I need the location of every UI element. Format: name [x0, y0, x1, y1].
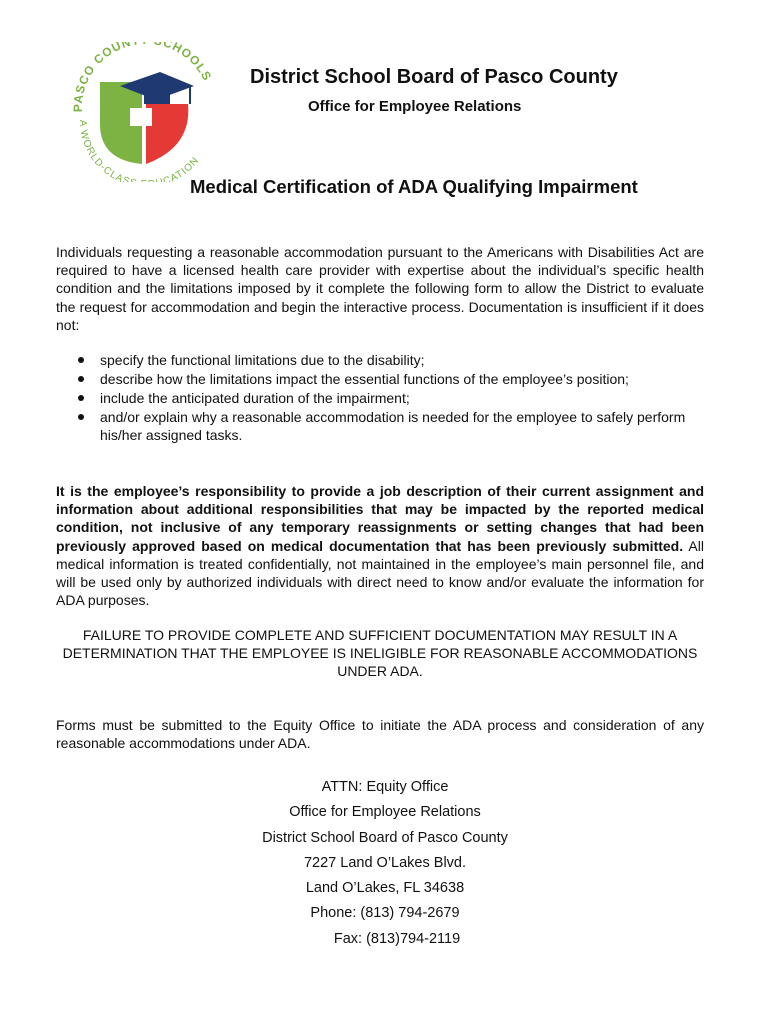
- responsibility-normal-text: All medical information is treated confidentially, not maintained in the employee’s main personnel file, and will be used only by authorized individuals with direct need to know and/or evaluate the information for ADA purposes.: [56, 537, 704, 609]
- address-attn: ATTN: Equity Office: [321, 779, 449, 795]
- list-item: specify the functional limitations due to the disability;: [56, 351, 696, 369]
- pasco-schools-logo: [60, 42, 230, 182]
- address-fax: Fax: (813)794-2119: [333, 930, 461, 947]
- address-city: Land O’Lakes, FL 34638: [305, 880, 465, 897]
- list-item: and/or explain why a reasonable accommodation is needed for the employee to safely perform his/her assigned tasks.: [56, 408, 696, 444]
- address-phone: Phone: (813) 794-2679: [310, 905, 460, 922]
- responsibility-paragraph: [56, 482, 704, 609]
- document-title: Medical Certification of ADA Qualifying Impairment: [190, 176, 638, 197]
- address-street: 7227 Land O’Lakes Blvd.: [303, 854, 467, 871]
- responsibility-bold-text: It is the employee’s responsibility to provide a job description of their current assignment and information about additional responsibilities that may be impacted by the reported medical condition, not inclusive of any temporary reassignments or setting changes that had been previously approved based on medical documentation that has been previously submitted.: [56, 483, 704, 554]
- logo-ring-text-top: PASCO COUN CHOOLS: [70, 42, 215, 113]
- mailing-address-block: [0, 775, 770, 952]
- submission-paragraph: Forms must be submitted to the Equity Office to initiate the ADA process and consideration of any reasonable accommodations under ADA.: [56, 717, 704, 752]
- address-board: District School Board of Pasco County: [262, 829, 508, 846]
- header-subtitle: Office for Employee Relations: [308, 98, 522, 115]
- intro-paragraph: Individuals requesting a reasonable accommodation pursuant to the Americans with Disabilities Act are required to have a licensed health care provider with expertise about the individual’s specific health condition and the limitations imposed by it complete the following form to allow the District to evaluate the request for accommodation and begin the interactive process. Documentation is insufficient if it does not:: [56, 244, 704, 333]
- list-item: include the anticipated duration of the impairment;: [56, 389, 696, 407]
- logo-red-shape: [146, 104, 188, 164]
- logo-ring-text-bottom: A WORLD-CLAS CATION: [76, 119, 202, 182]
- address-office: Office for Employee Relations: [289, 804, 481, 821]
- insufficiency-list: [56, 351, 696, 445]
- list-item: describe how the limitations impact the essential functions of the employee’s position;: [56, 370, 696, 388]
- svg-text:PASCO COUNTY SCHOOLS: [71, 42, 215, 112]
- failure-warning: FAILURE TO PROVIDE COMPLETE AND SUFFICIENT DOCUMENTATION MAY RESULT IN A DETERMINATION THAT THE EMPLOYEE IS INELIGIBLE FOR REASONABLE ACCOMMODATIONS UNDER ADA.: [62, 627, 698, 680]
- header-title: District School Board of Pasco County: [250, 66, 618, 88]
